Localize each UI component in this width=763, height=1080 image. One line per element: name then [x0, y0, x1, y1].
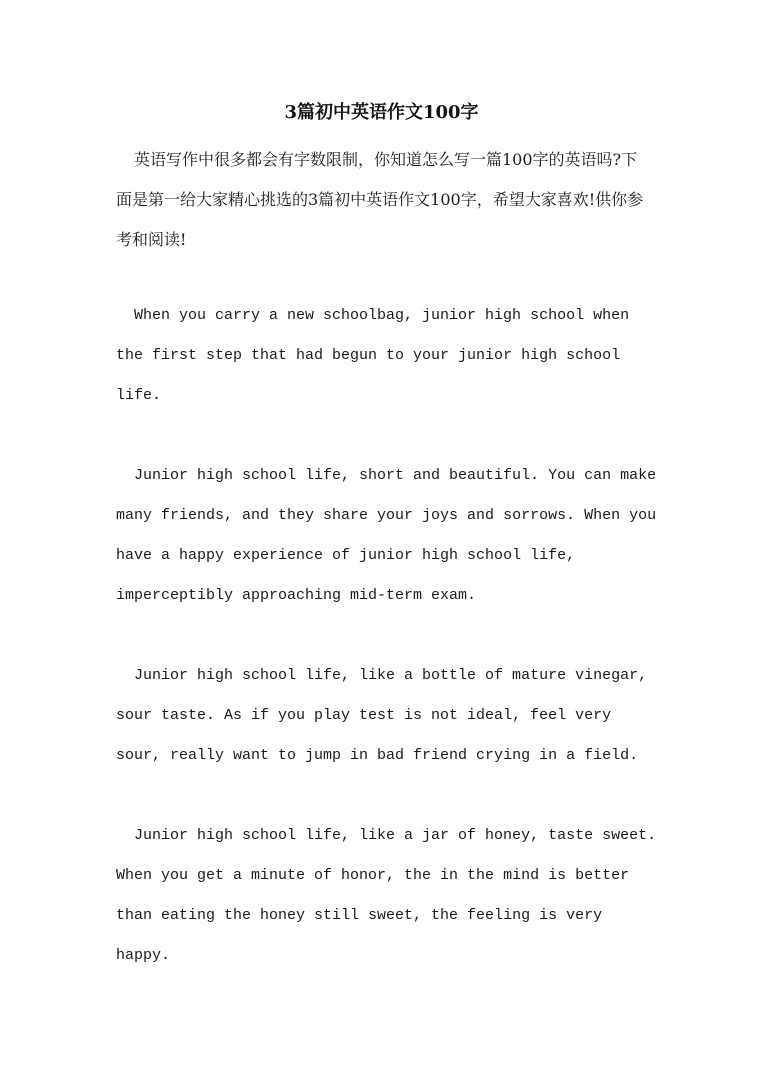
essay-paragraph-4: Junior high school life, like a jar of honey, taste sweet. When you get a minute of honor, the in the mind is better than eating the honey still sweet, the feeling is very happy. — [116, 827, 657, 964]
document-title: 3篇初中英语作文100字 — [284, 102, 479, 123]
intro-paragraph: 英语写作中很多都会有字数限制，你知道怎么写一篇100字的英语吗?下面是第一给大家精心挑选的3篇初中英语作文100字，希望大家喜欢!供你参考和阅读! — [116, 150, 644, 249]
essay-paragraph-3: Junior high school life, like a bottle of mature vinegar, sour taste. As if you play test is not ideal, feel very sour, really want to jump in bad friend crying in a field. — [116, 667, 648, 764]
essay-paragraph-2: Junior high school life, short and beautiful. You can make many friends, and they share your joys and sorrows. When you have a happy experience of junior high school life, imperceptibly approaching mid-term exam. — [116, 467, 657, 604]
essay-paragraph-1: When you carry a new schoolbag, junior high school when the first step that had begun to your junior high school life. — [116, 307, 630, 404]
